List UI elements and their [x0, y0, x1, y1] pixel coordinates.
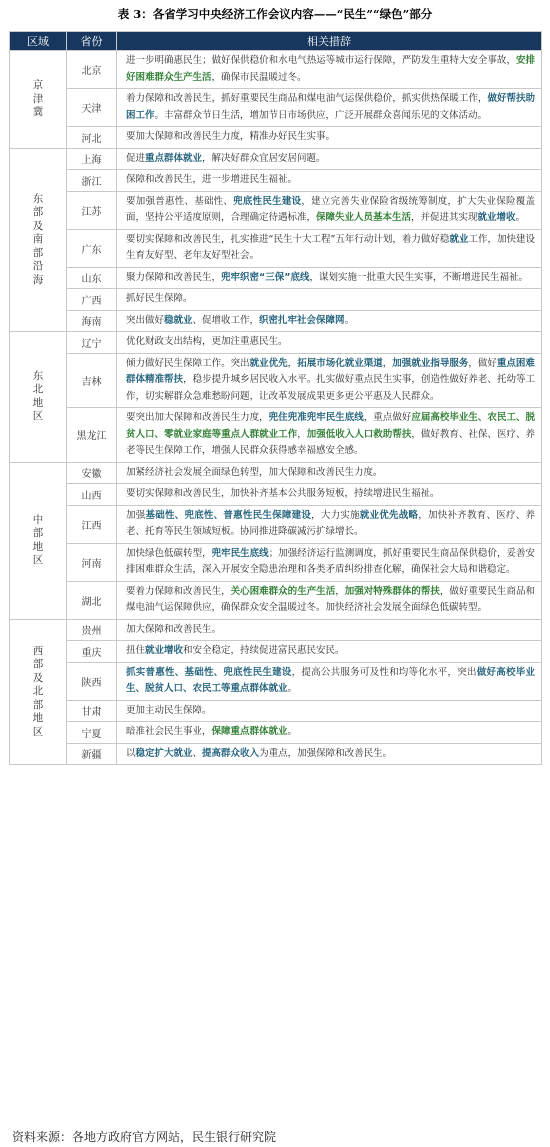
- highlighted-phrase: 重点群体就业: [145, 152, 203, 164]
- highlighted-phrase: 加强就业指导服务: [392, 357, 469, 369]
- region-cell: [10, 462, 67, 619]
- policy-table: [9, 31, 542, 765]
- measure-text: ，: [382, 357, 393, 369]
- measure-text: ，建立完善失业保险省级统筹制度，扩大失业保险覆盖面，坚持公平适度原则，合理确定待遇标准，: [126, 195, 535, 223]
- measure-text: 暗准社会民生事业，: [126, 726, 212, 737]
- measures-cell: [117, 51, 542, 89]
- table-row: [10, 641, 542, 663]
- measure-text: 。: [287, 726, 298, 737]
- measure-text: 。: [287, 683, 298, 694]
- measure-text: 保障和改善民生，进一步增进民生福祉。: [126, 174, 298, 185]
- measure-text: 优化财政支出结构，更加注重惠民生。: [126, 336, 288, 347]
- highlighted-phrase: 就业增收: [145, 645, 184, 656]
- measure-text: ，稳步提升城乡居民收入水平。扎实做好重点民生实事，创造性做好养老、托幼等工作，切实解群众急难愁盼问题，让改革发展成果更多更公平惠及人民群众。: [126, 374, 535, 402]
- table-row: [10, 662, 542, 700]
- measure-text: 促进: [126, 152, 146, 164]
- measures-cell: [117, 581, 542, 619]
- highlighted-phrase: 提高群众收入: [202, 747, 260, 759]
- highlighted-phrase: 拓展市场化就业渠道: [297, 357, 383, 369]
- table-row: [10, 89, 542, 127]
- measure-text: 。: [344, 314, 355, 326]
- highlighted-phrase: 织密扎牢社会保障网: [259, 314, 345, 326]
- highlighted-phrase: 基础性、兜底性、普惠性民生保障建设: [145, 509, 312, 521]
- region-cell: [10, 332, 67, 463]
- region-label: 西部及北部地区: [32, 644, 44, 738]
- province-cell: 上海: [67, 148, 117, 170]
- table-row: [10, 289, 542, 311]
- province-cell: 江西: [67, 505, 117, 543]
- highlighted-phrase: 保障重点群体就业: [211, 726, 288, 737]
- highlighted-phrase: 关心困难群众的生产生活: [230, 585, 336, 597]
- measure-text: 扭住: [126, 645, 146, 656]
- highlighted-phrase: 保障失业人员基本生活: [316, 212, 412, 223]
- province-cell: 宁夏: [67, 722, 117, 744]
- table-row: [10, 127, 542, 149]
- measure-text: ，确保市民温暖过冬。: [211, 71, 307, 83]
- measure-text: ，解决好群众宜居安居问题。: [202, 152, 326, 164]
- measure-text: 加快绿色低碳转型，: [126, 547, 212, 559]
- measures-cell: [117, 353, 542, 408]
- region-cell: [10, 148, 67, 332]
- measures-cell: [117, 289, 542, 311]
- table-header-row: [10, 32, 542, 51]
- province-cell: 山西: [67, 484, 117, 506]
- table-row: [10, 310, 542, 332]
- measure-text: 倾力做好民生保障工作。突出: [126, 357, 250, 369]
- highlighted-phrase: 加强低收入人口救助帮扶: [306, 428, 412, 440]
- measure-text: 。: [515, 212, 526, 223]
- measure-text: 突出做好: [126, 314, 165, 326]
- highlighted-phrase: 兜牢织密“三保”底线: [221, 271, 310, 283]
- highlighted-phrase: 安排好困难群众生产生活: [126, 55, 535, 83]
- province-cell: 辽宁: [67, 332, 117, 354]
- measures-cell: [117, 462, 542, 484]
- highlighted-phrase: 做好高校毕业生、脱贫人口、农民工等重点群体就业: [126, 666, 535, 694]
- measures-cell: [117, 408, 542, 463]
- table-row: [10, 619, 542, 641]
- highlighted-phrase: 重点困难群体精准帮扶: [126, 357, 535, 385]
- measures-cell: [117, 229, 542, 267]
- table-row: [10, 332, 542, 354]
- province-cell: 吉林: [67, 353, 117, 408]
- table-row: [10, 543, 542, 581]
- province-cell: 湖北: [67, 581, 117, 619]
- highlighted-phrase: 就业优先: [249, 357, 288, 369]
- measure-text: 更加主动民生保障。: [126, 704, 212, 716]
- measure-text: ；加强经济运行监测调度，抓好重要民生商品保供稳价，妥善安排困难群众生活，深入开展安全隐患治理和各类矛盾纠纷排查化解，确保社会大局和谐稳定。: [126, 547, 535, 575]
- region-label: 京津冀: [32, 79, 44, 118]
- measure-text: 加大保障和改善民生。: [126, 623, 222, 635]
- header-measures: 相关措辞: [117, 32, 542, 51]
- table-row: [10, 462, 542, 484]
- measures-cell: [117, 743, 542, 765]
- table-row: [10, 229, 542, 267]
- measure-text: 要加强普惠性、基础性、: [126, 195, 234, 207]
- table-row: [10, 51, 542, 89]
- region-cell: [10, 619, 67, 765]
- measure-text: 工作，加快建设生育友好型、老年友好型社会。: [126, 233, 535, 261]
- province-cell: 山东: [67, 267, 117, 289]
- measure-text: 聚力保障和改善民生，: [126, 271, 222, 283]
- province-cell: 海南: [67, 310, 117, 332]
- table-row: [10, 581, 542, 619]
- measures-cell: [117, 662, 542, 700]
- province-cell: 陕西: [67, 662, 117, 700]
- measure-text: 要切实保障和改善民生，扎实推进“民生十大工程”五年行动计划，着力做好稳: [126, 233, 450, 245]
- highlighted-phrase: 稳就业: [164, 314, 193, 326]
- measure-text: ，大力实施: [311, 509, 360, 521]
- measures-cell: [117, 267, 542, 289]
- measures-cell: [117, 148, 542, 170]
- measure-text: 要加大保障和改善民生力度，精准办好民生实事。: [126, 131, 336, 142]
- measure-text: ，: [335, 585, 345, 597]
- table-body: [10, 51, 542, 765]
- measure-text: 以: [126, 747, 136, 759]
- province-cell: 安徽: [67, 462, 117, 484]
- table-row: [10, 408, 542, 463]
- measures-cell: [117, 310, 542, 332]
- table-row: [10, 505, 542, 543]
- measures-cell: [117, 127, 542, 149]
- measures-cell: [117, 505, 542, 543]
- table-row: [10, 353, 542, 408]
- measures-cell: [117, 700, 542, 722]
- measure-text: 加紧经济社会发展全面绿色转型，加大保障和改善民生力度。: [126, 466, 383, 478]
- province-cell: 广西: [67, 289, 117, 311]
- header-province: 省份: [67, 32, 117, 51]
- province-cell: 重庆: [67, 641, 117, 663]
- measures-cell: [117, 619, 542, 641]
- table-row: [10, 267, 542, 289]
- measure-text: 要着力保障和改善民生，: [126, 585, 231, 597]
- table-row: [10, 191, 542, 229]
- table-title: 表 3：各省学习中央经济工作会议内容——“民生”“绿色”部分: [117, 7, 433, 21]
- province-cell: 新疆: [67, 743, 117, 765]
- highlighted-phrase: 加强对特殊群体的帮扶: [344, 585, 440, 597]
- measures-cell: [117, 543, 542, 581]
- measure-text: 进一步明确惠民生；做好保供稳价和水电气热运等城市运行保障，严防发生重特大安全事故，: [126, 55, 516, 66]
- province-cell: 北京: [67, 51, 117, 89]
- measure-text: ，并促进其实现: [411, 212, 478, 223]
- measures-cell: [117, 484, 542, 506]
- measures-cell: [117, 332, 542, 354]
- table-row: [10, 484, 542, 506]
- measure-text: ，重点做好: [363, 412, 412, 423]
- measure-text: 为重点，加强保障和改善民生。: [259, 747, 393, 759]
- table-row: [10, 148, 542, 170]
- region-label: 中部地区: [32, 513, 44, 566]
- highlighted-phrase: 就业优先战略: [359, 509, 419, 521]
- source-note: 资料来源：各地方政府官方网站，民生银行研究院: [12, 1130, 277, 1144]
- measure-text: 和安全稳定，持续促进富民惠民安民。: [183, 645, 345, 656]
- province-cell: 天津: [67, 89, 117, 127]
- table-row: [10, 743, 542, 765]
- province-cell: 甘肃: [67, 700, 117, 722]
- region-label: 东北地区: [32, 369, 44, 423]
- measure-text: ，: [297, 428, 307, 440]
- measures-cell: [117, 641, 542, 663]
- measure-text: 抓好民生保障。: [126, 293, 193, 304]
- measure-text: ，做好教育、社保、医疗、养老等民生保障工作，增强人民群众获得感幸福感安全感。: [126, 428, 535, 456]
- measure-text: ，做好: [468, 357, 497, 369]
- measure-text: ，谋划实施一批重大民生实事，不断增进民生福祉。: [309, 271, 529, 283]
- highlighted-phrase: 兜住兜准兜牢民生底线: [268, 412, 364, 423]
- measure-text: 着力保障和改善民生，抓好重要民生商品和煤电油气运保供稳价，抓实供热保暖工作，: [126, 93, 488, 104]
- province-cell: 黑龙江: [67, 408, 117, 463]
- header-region: 区域: [10, 32, 67, 51]
- table-row: [10, 700, 542, 722]
- province-cell: 贵州: [67, 619, 117, 641]
- measure-text: 要突出加大保障和改善民生力度，: [126, 412, 269, 423]
- highlighted-phrase: 兜牢民生底线: [211, 547, 269, 559]
- province-cell: 河北: [67, 127, 117, 149]
- measure-text: ，做好重要民生商品和煤电油气运保障供应，确保群众安全温暖过冬。加快经济社会发展全面绿色低碳转型。: [126, 585, 535, 613]
- table-row: [10, 170, 542, 192]
- measure-text: ，: [287, 357, 298, 369]
- highlighted-phrase: 应届高校毕业生、农民工、脱贫人口、零就业家庭等重点人群就业工作: [126, 412, 535, 440]
- measure-text: ，提高公共服务可及性和均等化水平，突出: [291, 666, 477, 678]
- measure-text: 、促增收工作，: [192, 314, 260, 326]
- table-row: [10, 722, 542, 744]
- highlighted-phrase: 就业: [449, 233, 469, 245]
- measure-text: 加强: [126, 509, 146, 521]
- measure-text: 、: [192, 747, 203, 759]
- measure-text: ，加快补齐教育、医疗、养老、托育等民生领域短板。协同推进降碳减污扩绿增长。: [126, 509, 535, 537]
- highlighted-phrase: 做好帮扶助困工作: [126, 93, 535, 121]
- measures-cell: [117, 722, 542, 744]
- highlighted-phrase: 兜底性民生建设: [233, 195, 302, 207]
- province-cell: 广东: [67, 229, 117, 267]
- measures-cell: [117, 89, 542, 127]
- measure-text: 要切实保障和改善民生，加快补齐基本公共服务短板，持续增进民生福祉。: [126, 488, 440, 499]
- highlighted-phrase: 就业增收: [477, 212, 516, 223]
- measure-text: 。丰富群众节日生活，增加节日市场供应，广泛开展群众喜闻乐见的文体活动。: [154, 109, 488, 121]
- highlighted-phrase: 抓实普惠性、基础性、兜底性民生建设: [126, 666, 292, 678]
- province-cell: 浙江: [67, 170, 117, 192]
- region-label: 东部及南部沿海: [32, 192, 44, 286]
- province-cell: 河南: [67, 543, 117, 581]
- measures-cell: [117, 191, 542, 229]
- province-cell: 江苏: [67, 191, 117, 229]
- region-cell: [10, 51, 67, 149]
- measures-cell: [117, 170, 542, 192]
- highlighted-phrase: 稳定扩大就业: [135, 747, 193, 759]
